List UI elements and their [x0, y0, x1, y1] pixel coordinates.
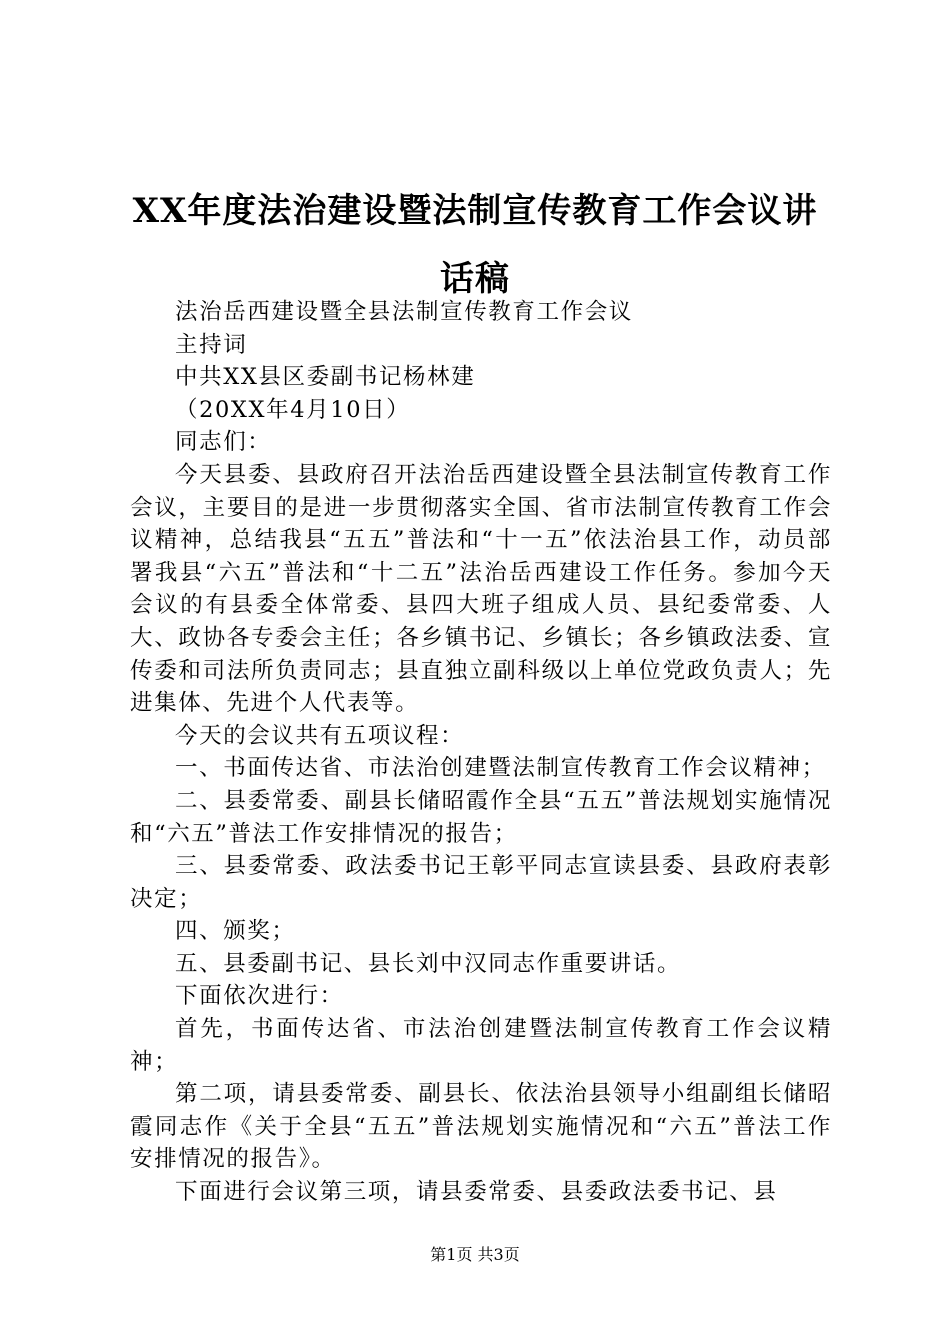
agenda-item-2: 二、县委常委、副县长储昭霞作全县“五五”普法规划实施情况和“六五”普法工作安排情况的报告；	[130, 787, 832, 847]
date-line: （20XX年4月10日）	[175, 396, 411, 423]
page-footer: 第1页 共3页	[430, 1245, 520, 1264]
paragraph-second: 第二项，请县委常委、副县长、依法治县领导小组副组长储昭霞同志作《关于全县“五五”普法规划实施情况和“六五”普法工作安排情况的报告》。	[130, 1081, 832, 1173]
paragraph-first: 首先，书面传达省、市法治创建暨法制宣传教育工作会议精神；	[130, 1016, 832, 1075]
salutation: 同志们：	[175, 429, 272, 456]
speaker-line: 中共XX县区委副书记杨林建	[175, 364, 476, 391]
paragraph-agenda-heading: 今天的会议共有五项议程：	[175, 722, 465, 749]
agenda-item-1: 一、书面传达省、市法治创建暨法制宣传教育工作会议精神；	[175, 755, 826, 782]
agenda-item-4: 四、颁奖；	[175, 918, 296, 945]
paragraph-intro: 今天县委、县政府召开法治岳西建设暨全县法制宣传教育工作会议，主要目的是进一步贯彻落实全国、省市法制宣传教育工作会议精神，总结我县“五五”普法和“十一五”依法治县工作，动员部署我县“六五”普法和“十二五”法治岳西建设工作任务。参加今天会议的有县委全体常委、县四大班子组成人员、县纪委常委、人大、政协各专委会主任；各乡镇书记、乡镇长；各乡镇政法委、宣传委和司法所负责同志；县直独立副科级以上单位党政负责人；先进集体、先进个人代表等。	[130, 461, 832, 717]
title-line-1: XX年度法治建设暨法制宣传教育工作会议讲	[132, 191, 818, 231]
document-title	[120, 177, 830, 313]
title-line-2: 话稿	[440, 259, 510, 299]
subtitle-type: 主持词	[175, 331, 248, 358]
document-body	[130, 296, 832, 1209]
paragraph-third: 下面进行会议第三项，请县委常委、县委政法委书记、县	[175, 1179, 778, 1206]
agenda-item-5: 五、县委副书记、县长刘中汉同志作重要讲话。	[175, 950, 682, 977]
agenda-item-3: 三、县委常委、政法委书记王彰平同志宣读县委、县政府表彰决定；	[130, 853, 832, 912]
subtitle-meeting: 法治岳西建设暨全县法制宣传教育工作会议	[175, 299, 633, 325]
paragraph-proceed: 下面依次进行：	[175, 983, 344, 1010]
